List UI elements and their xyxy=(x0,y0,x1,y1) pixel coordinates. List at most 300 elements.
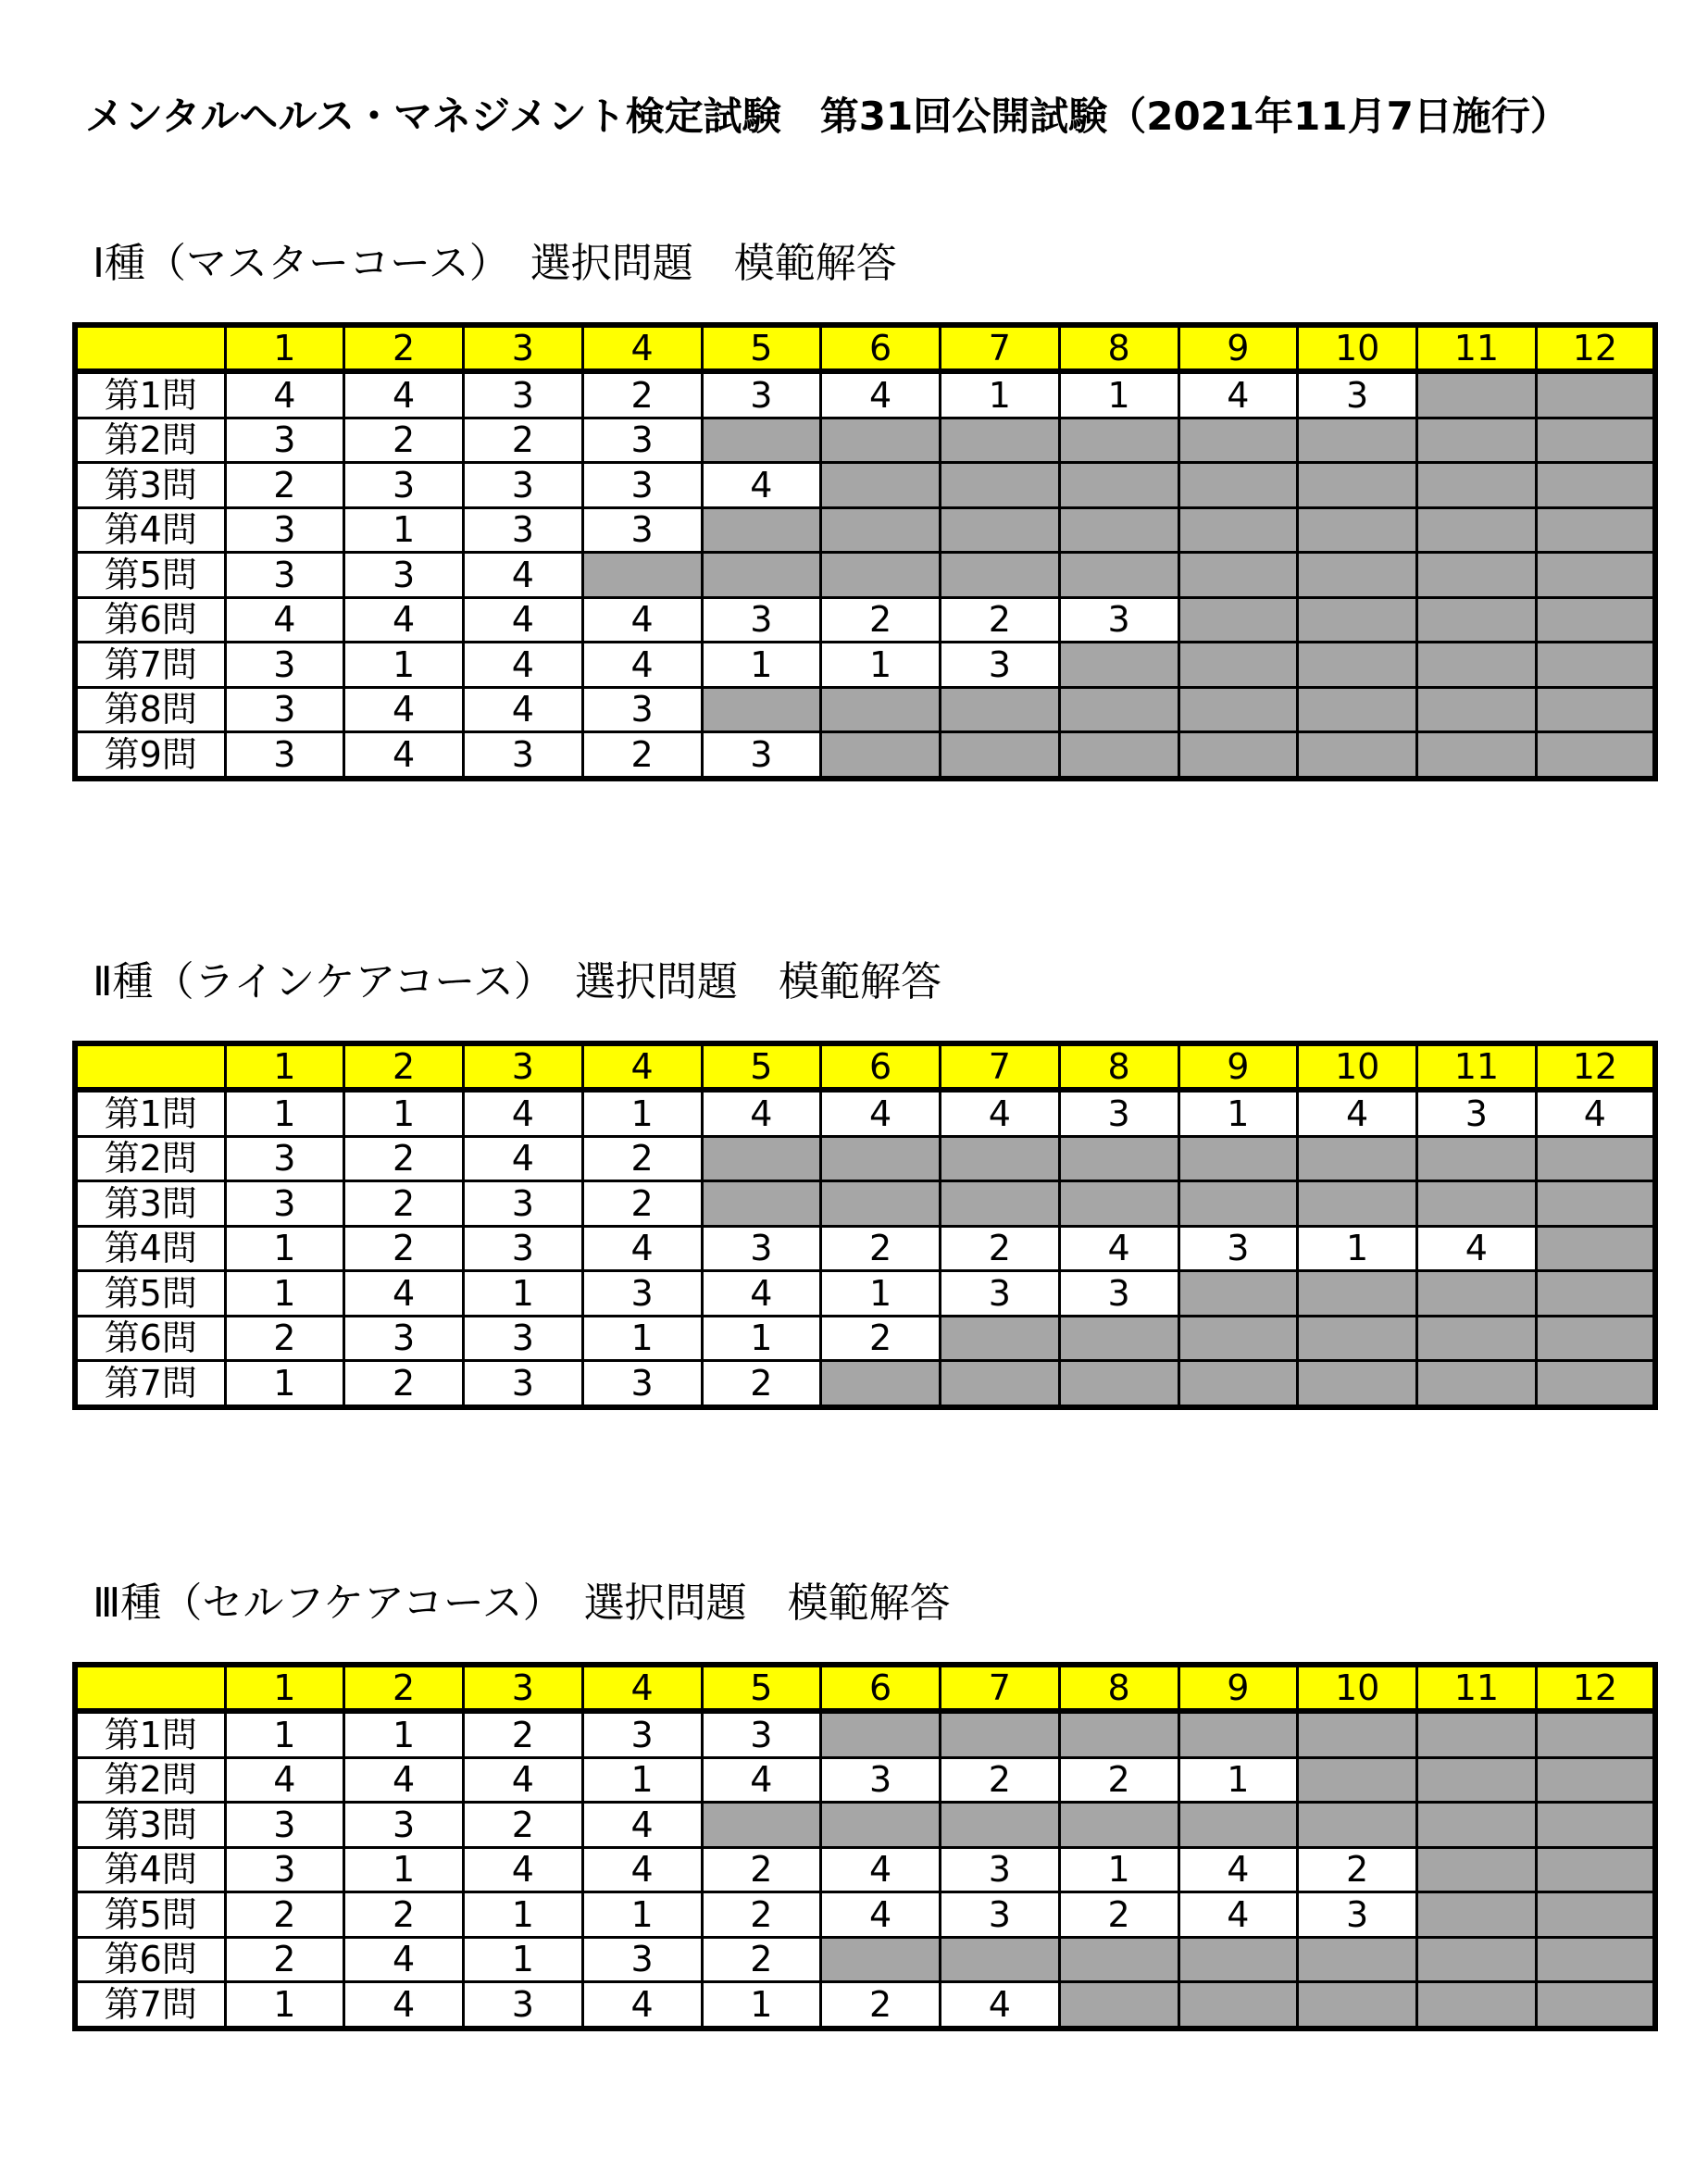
question-label: 第3問 xyxy=(75,1181,225,1227)
blank-cell xyxy=(821,687,941,732)
answer-cell: 2 xyxy=(582,371,702,418)
blank-cell xyxy=(1178,1136,1298,1181)
table-row xyxy=(75,643,1655,688)
answer-cell: 1 xyxy=(941,371,1060,418)
answer-cell: 4 xyxy=(1417,1226,1537,1271)
blank-cell xyxy=(941,1136,1060,1181)
blank-cell xyxy=(702,1181,821,1227)
blank-cell xyxy=(1298,643,1417,688)
answer-cell: 4 xyxy=(464,553,583,598)
blank-cell xyxy=(1417,463,1537,508)
table-row xyxy=(75,1226,1655,1271)
table-row xyxy=(75,1757,1655,1803)
blank-cell xyxy=(1178,1937,1298,1982)
column-header: 4 xyxy=(582,1665,702,1711)
corner-cell xyxy=(75,1665,225,1711)
answer-cell: 1 xyxy=(582,1090,702,1136)
answer-cell: 3 xyxy=(225,643,344,688)
answer-cell: 3 xyxy=(464,1316,583,1361)
column-header: 5 xyxy=(702,1665,821,1711)
column-header: 11 xyxy=(1417,325,1537,371)
blank-cell xyxy=(1417,1937,1537,1982)
answer-cell: 1 xyxy=(344,1847,464,1892)
answer-cell: 2 xyxy=(464,418,583,463)
blank-cell xyxy=(1178,643,1298,688)
answer-cell: 3 xyxy=(464,732,583,779)
answer-cell: 4 xyxy=(1178,1892,1298,1938)
blank-cell xyxy=(1298,418,1417,463)
blank-cell xyxy=(1536,553,1655,598)
column-header: 5 xyxy=(702,1043,821,1090)
question-label: 第5問 xyxy=(75,1892,225,1938)
answer-cell: 4 xyxy=(941,1982,1060,2029)
column-header: 12 xyxy=(1536,1043,1655,1090)
blank-cell xyxy=(702,1136,821,1181)
answer-cell: 4 xyxy=(1298,1090,1417,1136)
column-header: 12 xyxy=(1536,1665,1655,1711)
table-row xyxy=(75,1271,1655,1317)
question-label: 第4問 xyxy=(75,1226,225,1271)
blank-cell xyxy=(1059,1316,1178,1361)
column-header: 7 xyxy=(941,325,1060,371)
blank-cell xyxy=(1298,507,1417,553)
answer-cell: 4 xyxy=(344,597,464,643)
answer-cell: 3 xyxy=(1059,597,1178,643)
blank-cell xyxy=(1536,463,1655,508)
blank-cell xyxy=(1298,1271,1417,1317)
answer-cell: 2 xyxy=(1298,1847,1417,1892)
blank-cell xyxy=(821,1361,941,1407)
answer-cell: 2 xyxy=(582,1181,702,1227)
question-label: 第5問 xyxy=(75,1271,225,1317)
answer-cell: 4 xyxy=(344,1937,464,1982)
column-header: 11 xyxy=(1417,1043,1537,1090)
column-header: 6 xyxy=(821,1043,941,1090)
blank-cell xyxy=(1298,463,1417,508)
answer-table xyxy=(72,1662,1658,2031)
question-label: 第1問 xyxy=(75,371,225,418)
question-label: 第2問 xyxy=(75,418,225,463)
blank-cell xyxy=(1536,687,1655,732)
answer-cell: 1 xyxy=(1178,1757,1298,1803)
question-label: 第5問 xyxy=(75,553,225,598)
answer-cell: 4 xyxy=(464,1090,583,1136)
blank-cell xyxy=(1298,1316,1417,1361)
column-header: 3 xyxy=(464,1665,583,1711)
section-title: Ⅲ種（セルフケアコース） 選択問題 模範解答 xyxy=(93,1579,951,1627)
answer-cell: 3 xyxy=(702,732,821,779)
blank-cell xyxy=(1417,687,1537,732)
table-row xyxy=(75,1361,1655,1407)
blank-cell xyxy=(1417,643,1537,688)
answer-cell: 4 xyxy=(464,597,583,643)
answer-cell: 1 xyxy=(225,1982,344,2029)
answer-cell: 1 xyxy=(344,643,464,688)
column-header: 6 xyxy=(821,1665,941,1711)
blank-cell xyxy=(1417,1136,1537,1181)
blank-cell xyxy=(1059,1711,1178,1757)
blank-cell xyxy=(1059,1982,1178,2029)
answer-cell: 2 xyxy=(344,1181,464,1227)
blank-cell xyxy=(1536,1181,1655,1227)
column-header: 2 xyxy=(344,325,464,371)
answer-cell: 2 xyxy=(225,1937,344,1982)
answer-cell: 4 xyxy=(582,597,702,643)
question-label: 第2問 xyxy=(75,1757,225,1803)
column-header: 10 xyxy=(1298,1665,1417,1711)
answer-cell: 2 xyxy=(702,1937,821,1982)
answer-cell: 3 xyxy=(1178,1226,1298,1271)
answer-cell: 3 xyxy=(464,1982,583,2029)
answer-cell: 4 xyxy=(225,371,344,418)
blank-cell xyxy=(702,553,821,598)
blank-cell xyxy=(821,1937,941,1982)
blank-cell xyxy=(1298,1136,1417,1181)
column-header: 3 xyxy=(464,325,583,371)
answer-cell: 3 xyxy=(582,507,702,553)
blank-cell xyxy=(941,732,1060,779)
blank-cell xyxy=(1536,1136,1655,1181)
answer-cell: 1 xyxy=(225,1226,344,1271)
answer-cell: 3 xyxy=(225,1181,344,1227)
blank-cell xyxy=(1417,732,1537,779)
column-header: 9 xyxy=(1178,1043,1298,1090)
answer-cell: 1 xyxy=(1298,1226,1417,1271)
blank-cell xyxy=(1536,1892,1655,1938)
corner-cell xyxy=(75,1043,225,1090)
answer-cell: 3 xyxy=(941,1892,1060,1938)
blank-cell xyxy=(1536,643,1655,688)
blank-cell xyxy=(1536,1757,1655,1803)
blank-cell xyxy=(821,1181,941,1227)
blank-cell xyxy=(1059,687,1178,732)
blank-cell xyxy=(1417,1316,1537,1361)
answer-cell: 2 xyxy=(344,418,464,463)
column-header: 6 xyxy=(821,325,941,371)
column-header: 1 xyxy=(225,1665,344,1711)
answer-cell: 1 xyxy=(464,1271,583,1317)
blank-cell xyxy=(1417,1757,1537,1803)
question-label: 第7問 xyxy=(75,1361,225,1407)
blank-cell xyxy=(1298,597,1417,643)
column-header: 1 xyxy=(225,325,344,371)
blank-cell xyxy=(1178,1271,1298,1317)
blank-cell xyxy=(1417,371,1537,418)
answer-cell: 4 xyxy=(344,1757,464,1803)
answer-cell: 1 xyxy=(225,1271,344,1317)
blank-cell xyxy=(1178,1316,1298,1361)
blank-cell xyxy=(1178,1361,1298,1407)
blank-cell xyxy=(1178,1982,1298,2029)
table-row xyxy=(75,1090,1655,1136)
answer-cell: 3 xyxy=(464,507,583,553)
answer-cell: 4 xyxy=(582,1803,702,1848)
answer-cell: 2 xyxy=(344,1361,464,1407)
table-row xyxy=(75,597,1655,643)
answer-cell: 3 xyxy=(582,1937,702,1982)
answer-cell: 2 xyxy=(582,732,702,779)
answer-cell: 4 xyxy=(582,1226,702,1271)
answer-cell: 4 xyxy=(582,1847,702,1892)
blank-cell xyxy=(821,1711,941,1757)
answer-cell: 3 xyxy=(225,1847,344,1892)
table-row xyxy=(75,1937,1655,1982)
answer-cell: 3 xyxy=(582,463,702,508)
blank-cell xyxy=(1536,1982,1655,2029)
blank-cell xyxy=(941,1803,1060,1848)
answer-cell: 4 xyxy=(1178,1847,1298,1892)
answer-cell: 1 xyxy=(582,1316,702,1361)
question-label: 第1問 xyxy=(75,1711,225,1757)
answer-cell: 4 xyxy=(1536,1090,1655,1136)
blank-cell xyxy=(1298,1757,1417,1803)
answer-cell: 2 xyxy=(702,1361,821,1407)
answer-cell: 4 xyxy=(344,732,464,779)
blank-cell xyxy=(941,1937,1060,1982)
answer-cell: 4 xyxy=(821,1892,941,1938)
blank-cell xyxy=(1536,1711,1655,1757)
blank-cell xyxy=(1417,507,1537,553)
answer-cell: 3 xyxy=(582,418,702,463)
blank-cell xyxy=(702,507,821,553)
answer-cell: 3 xyxy=(582,1271,702,1317)
blank-cell xyxy=(1178,732,1298,779)
answer-cell: 2 xyxy=(702,1847,821,1892)
blank-cell xyxy=(1298,553,1417,598)
column-header: 1 xyxy=(225,1043,344,1090)
blank-cell xyxy=(1417,1803,1537,1848)
blank-cell xyxy=(821,418,941,463)
answer-cell: 4 xyxy=(464,687,583,732)
column-header: 9 xyxy=(1178,325,1298,371)
question-label: 第3問 xyxy=(75,463,225,508)
blank-cell xyxy=(702,1803,821,1848)
answer-cell: 3 xyxy=(464,371,583,418)
blank-cell xyxy=(941,418,1060,463)
answer-cell: 4 xyxy=(1178,371,1298,418)
answer-cell: 1 xyxy=(344,1090,464,1136)
column-header: 7 xyxy=(941,1665,1060,1711)
section-title: Ⅱ種（ラインケアコース） 選択問題 模範解答 xyxy=(93,958,942,1005)
answer-cell: 2 xyxy=(1059,1757,1178,1803)
answer-cell: 3 xyxy=(464,1181,583,1227)
blank-cell xyxy=(1178,1803,1298,1848)
blank-cell xyxy=(1417,553,1537,598)
blank-cell xyxy=(1417,1711,1537,1757)
answer-cell: 3 xyxy=(344,1316,464,1361)
blank-cell xyxy=(1178,597,1298,643)
table-row xyxy=(75,1803,1655,1848)
answer-cell: 1 xyxy=(225,1090,344,1136)
blank-cell xyxy=(941,1361,1060,1407)
table-row xyxy=(75,1711,1655,1757)
answer-cell: 1 xyxy=(1178,1090,1298,1136)
column-header: 3 xyxy=(464,1043,583,1090)
answer-cell: 3 xyxy=(225,553,344,598)
answer-cell: 2 xyxy=(225,1892,344,1938)
blank-cell xyxy=(1536,371,1655,418)
answer-cell: 3 xyxy=(225,418,344,463)
answer-cell: 3 xyxy=(1298,371,1417,418)
blank-cell xyxy=(821,732,941,779)
section-title: Ⅰ種（マスターコース） 選択問題 模範解答 xyxy=(93,240,897,287)
answer-cell: 2 xyxy=(464,1711,583,1757)
blank-cell xyxy=(941,1711,1060,1757)
column-header: 5 xyxy=(702,325,821,371)
question-label: 第6問 xyxy=(75,1937,225,1982)
blank-cell xyxy=(1536,1847,1655,1892)
header-row xyxy=(75,1665,1655,1711)
answer-cell: 3 xyxy=(225,732,344,779)
answer-cell: 3 xyxy=(1417,1090,1537,1136)
blank-cell xyxy=(941,1316,1060,1361)
blank-cell xyxy=(1536,1271,1655,1317)
answer-cell: 2 xyxy=(582,1136,702,1181)
blank-cell xyxy=(821,507,941,553)
blank-cell xyxy=(702,687,821,732)
blank-cell xyxy=(1298,687,1417,732)
answer-cell: 4 xyxy=(702,463,821,508)
blank-cell xyxy=(941,1181,1060,1227)
answer-cell: 4 xyxy=(702,1271,821,1317)
answer-cell: 4 xyxy=(702,1090,821,1136)
answer-cell: 2 xyxy=(344,1226,464,1271)
blank-cell xyxy=(941,507,1060,553)
answer-cell: 3 xyxy=(344,463,464,508)
answer-cell: 3 xyxy=(941,643,1060,688)
question-label: 第4問 xyxy=(75,1847,225,1892)
blank-cell xyxy=(1059,643,1178,688)
answer-cell: 4 xyxy=(344,371,464,418)
answer-cell: 4 xyxy=(225,1757,344,1803)
answer-cell: 1 xyxy=(702,1316,821,1361)
answer-cell: 3 xyxy=(225,507,344,553)
table-row xyxy=(75,371,1655,418)
answer-cell: 4 xyxy=(464,643,583,688)
question-label: 第4問 xyxy=(75,507,225,553)
blank-cell xyxy=(1178,553,1298,598)
column-header: 4 xyxy=(582,325,702,371)
answer-cell: 4 xyxy=(821,371,941,418)
table-row xyxy=(75,463,1655,508)
answer-cell: 2 xyxy=(702,1892,821,1938)
table-row xyxy=(75,553,1655,598)
answer-cell: 2 xyxy=(225,463,344,508)
blank-cell xyxy=(821,1803,941,1848)
blank-cell xyxy=(1059,1361,1178,1407)
table-row xyxy=(75,507,1655,553)
page-title: メンタルヘルス・マネジメント検定試験 第31回公開試験（2021年11月7日施行） xyxy=(85,94,1569,139)
answer-cell: 2 xyxy=(821,1982,941,2029)
blank-cell xyxy=(1298,1181,1417,1227)
answer-cell: 3 xyxy=(702,597,821,643)
answer-cell: 4 xyxy=(464,1847,583,1892)
answer-cell: 2 xyxy=(225,1316,344,1361)
answer-cell: 1 xyxy=(225,1711,344,1757)
answer-cell: 2 xyxy=(821,1316,941,1361)
blank-cell xyxy=(702,418,821,463)
answer-cell: 4 xyxy=(344,1982,464,2029)
answer-cell: 1 xyxy=(464,1937,583,1982)
blank-cell xyxy=(1417,418,1537,463)
blank-cell xyxy=(1536,1226,1655,1271)
blank-cell xyxy=(1536,732,1655,779)
answer-cell: 4 xyxy=(344,1271,464,1317)
blank-cell xyxy=(1417,597,1537,643)
blank-cell xyxy=(1298,1937,1417,1982)
blank-cell xyxy=(1417,1847,1537,1892)
column-header: 10 xyxy=(1298,1043,1417,1090)
table-row xyxy=(75,687,1655,732)
answer-cell: 1 xyxy=(821,1271,941,1317)
question-label: 第2問 xyxy=(75,1136,225,1181)
table-row xyxy=(75,1316,1655,1361)
blank-cell xyxy=(1059,553,1178,598)
table-row xyxy=(75,1136,1655,1181)
blank-cell xyxy=(1178,1181,1298,1227)
answer-cell: 4 xyxy=(702,1757,821,1803)
blank-cell xyxy=(1059,732,1178,779)
answer-cell: 2 xyxy=(941,597,1060,643)
blank-cell xyxy=(1298,1982,1417,2029)
blank-cell xyxy=(941,687,1060,732)
answer-cell: 4 xyxy=(344,687,464,732)
answer-cell: 1 xyxy=(1059,1847,1178,1892)
answer-cell: 3 xyxy=(941,1847,1060,1892)
answer-cell: 3 xyxy=(821,1757,941,1803)
answer-cell: 3 xyxy=(1059,1271,1178,1317)
answer-cell: 3 xyxy=(225,1803,344,1848)
answer-cell: 1 xyxy=(702,643,821,688)
column-header: 2 xyxy=(344,1665,464,1711)
answer-cell: 4 xyxy=(464,1757,583,1803)
column-header: 9 xyxy=(1178,1665,1298,1711)
column-header: 2 xyxy=(344,1043,464,1090)
column-header: 8 xyxy=(1059,325,1178,371)
answer-cell: 2 xyxy=(344,1136,464,1181)
blank-cell xyxy=(1417,1892,1537,1938)
blank-cell xyxy=(1536,1937,1655,1982)
question-label: 第8問 xyxy=(75,687,225,732)
blank-cell xyxy=(1178,507,1298,553)
answer-cell: 2 xyxy=(941,1226,1060,1271)
column-header: 8 xyxy=(1059,1043,1178,1090)
header-row xyxy=(75,325,1655,371)
answer-cell: 3 xyxy=(1298,1892,1417,1938)
answer-cell: 3 xyxy=(702,1226,821,1271)
header-row xyxy=(75,1043,1655,1090)
blank-cell xyxy=(1298,1803,1417,1848)
answer-cell: 4 xyxy=(225,597,344,643)
blank-cell xyxy=(582,553,702,598)
table-row xyxy=(75,1181,1655,1227)
answer-cell: 3 xyxy=(702,1711,821,1757)
answer-cell: 1 xyxy=(225,1361,344,1407)
answer-cell: 3 xyxy=(225,687,344,732)
blank-cell xyxy=(1059,1136,1178,1181)
blank-cell xyxy=(1059,1181,1178,1227)
answer-table xyxy=(72,1041,1658,1410)
answer-cell: 1 xyxy=(344,507,464,553)
answer-cell: 2 xyxy=(821,597,941,643)
blank-cell xyxy=(1298,1711,1417,1757)
answer-cell: 3 xyxy=(582,1361,702,1407)
corner-cell xyxy=(75,325,225,371)
blank-cell xyxy=(1178,687,1298,732)
answer-cell: 4 xyxy=(821,1090,941,1136)
column-header: 12 xyxy=(1536,325,1655,371)
blank-cell xyxy=(1536,1316,1655,1361)
